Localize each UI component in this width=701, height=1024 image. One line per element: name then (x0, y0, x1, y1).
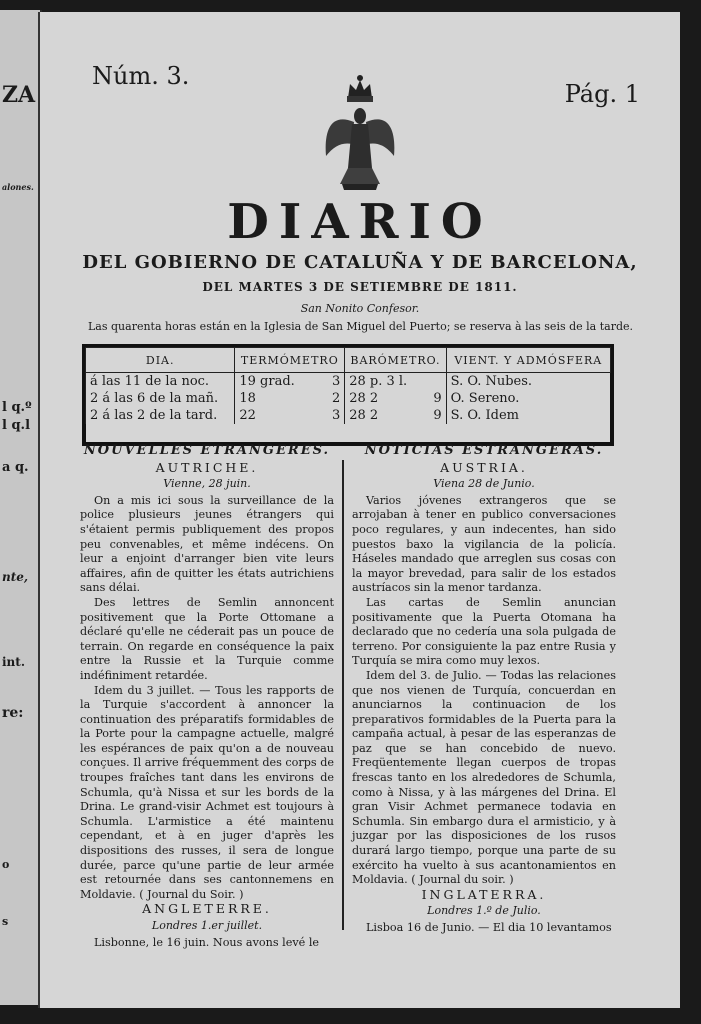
eagle-crest-icon (320, 72, 400, 196)
table-cell: á las 11 de la noc. (86, 373, 235, 391)
table-cell (426, 373, 446, 391)
issue-date: DEL MARTES 3 DE SETIEMBRE DE 1811. (202, 280, 518, 294)
article-paragraph: Idem du 3 juillet. — Tous les rapports de la Turquie s'accordent à annoncer la continuation des préparatifs formidables de la Porte pour la campagne actuelle, malgré les espérances de paix qu'on a de nouveau conçues. Il arrive fréquemment des corps de troupes fraîches tant dans les environs de Schumla, qu'à Nissa et sur les bords de la Drina. Le grand-visir Achmet est toujours à Schumla. L'armistice a été maintenu cependant, et à en juger d'après les dispositions des russes, il sera de longue durée, parce qu'une partie de leur armée est retournée dans ses cantonnemens en Moldavie. ( Journal du Soir. ) (80, 683, 335, 901)
column-header: DIA. (86, 348, 235, 373)
table-cell: O. Sereno. (446, 390, 610, 407)
spanish-news-column (352, 444, 616, 936)
table-cell: 18 (235, 390, 322, 407)
previous-page-strip (0, 10, 42, 1005)
table-cell: 9 (433, 408, 442, 423)
article-paragraph: Varios jóvenes extrangeros que se arrojaban à tener en publico conversaciones poco regulares, y aun indecentes, han sido puestos baxo la vigilancia de la policía. Háseles mandado que arreglen sus cosas con la mayor brevedad, para salir de los estados austríacos sin la menor tardanza. (352, 493, 616, 595)
table-cell: 19 grad. (235, 373, 322, 391)
table-cell: 28 p. 3 l. (345, 373, 426, 391)
table-cell: 2 á las 2 de la tard. (86, 407, 235, 424)
table-cell: 2 (331, 391, 341, 406)
weather-table (82, 344, 614, 446)
fragment-text: ZA (2, 82, 36, 108)
country-heading: AUTRICHE. (155, 459, 259, 475)
dateline-place: Londres 1.er juillet. (151, 919, 263, 932)
table-cell: 28 2 (345, 407, 426, 424)
table-cell: S. O. Nubes. (446, 373, 610, 391)
table-row (86, 390, 611, 407)
page-number: Pág. 1 (564, 80, 640, 108)
masthead-subtitle: DEL GOBIERNO DE CATALUÑA Y DE BARCELONA, (82, 252, 638, 273)
article-paragraph: Lisbonne, le 16 juin. Nous avons levé le (94, 935, 320, 949)
issue-number: Núm. 3. (92, 62, 190, 90)
table-cell: S. O. Idem (446, 407, 610, 424)
article-paragraph: Lisboa 16 de Junio. — El dia 10 levantamos (366, 921, 612, 934)
table-cell: 9 (433, 391, 442, 406)
fragment-text: s (2, 915, 9, 928)
fragment-text: int. (2, 655, 26, 669)
fragment-text: l q.º (2, 400, 32, 415)
country-heading: INGLATERRA. (421, 886, 547, 902)
country-heading: ANGLETERRE. (142, 901, 272, 917)
section-heading: NOUVELLES ETRANGERES. (83, 443, 331, 458)
fragment-text: o (2, 858, 10, 871)
table-row (86, 373, 611, 391)
dateline-place: Londres 1.º de Julio. (427, 904, 541, 918)
article-paragraph: On a mis ici sous la surveillance de la police plusieurs jeunes étrangers qui s'étaient permis publiquement des propos peu convenables, et même indécens. On leur a enjoint d'arranger bien vite leurs affaires, afin de quitter les états autrichiens sans délai. (80, 493, 334, 595)
table-cell: 28 2 (345, 390, 426, 407)
fragment-text: nte, (2, 570, 29, 584)
article-paragraph: Las cartas de Semlin anuncian positivamente que la Puerta Otomana ha declarado que no cedería una sola pulgada de terreno. Por consiguiente la paz entre Rusia y Turquía se mira como muy lexos. (352, 595, 616, 668)
article-paragraph: Idem del 3. de Julio. — Todas las relaciones que nos vienen de Turquía, concuerdan en anunciarnos la continuacion de los preparativos formidables de la Puerta para la campaña actual, à pesar de las esperanzas de paz que se han concebido de nuevo. Freqüentemente llegan cuerpos de tropas frescas tanto en los alrededores de Schumla, como à Nissa, y à las márgenes del Drina. El gran Visir Achmet permanece todavia en Schumla. Sin embargo dura el armisticio, y à juzgar por las disposiciones de los rusos durará largo tiempo, porque una parte de su exército ha vuelto à sus acantonamientos en Moldavia. ( Journal du soir. ) (352, 668, 616, 887)
dateline-place: Viena 28 de Junio. (433, 477, 535, 491)
section-heading: NOTICIAS ESTRANGERAS. (364, 443, 604, 458)
table-row (86, 407, 611, 424)
saint-of-day: San Nonito Confesor. (300, 302, 420, 315)
fragment-text: alones. (2, 182, 34, 192)
fragment-text: re: (2, 705, 24, 721)
table-cell: 2 á las 6 de la mañ. (86, 390, 235, 407)
dateline-place: Vienne, 28 juin. (163, 477, 251, 491)
table-cell: 22 (235, 407, 322, 424)
column-header: BARÓMETRO. (345, 348, 446, 373)
column-divider (342, 460, 344, 930)
fragment-text: l q.l (2, 418, 31, 433)
table-cell: 3 (331, 374, 341, 389)
column-header: TERMÓMETRO (235, 348, 345, 373)
country-heading: AUSTRIA. (440, 459, 528, 475)
church-notice: Las quarenta horas están en la Iglesia de San Miguel del Puerto; se reserva à las seis de la tarde. (88, 320, 634, 333)
newspaper-page (38, 12, 680, 1008)
table-cell: 3 (331, 408, 341, 423)
article-paragraph: Des lettres de Semlin annoncent positivement que la Porte Ottomane a déclaré qu'elle ne céderait pas un pouce de terrain. On regarde en conséquence la paix entre la Russie et la Turquie comme indéfiniment retardée. (80, 595, 334, 682)
fragment-text: a q. (2, 460, 29, 475)
french-news-column (80, 444, 334, 950)
masthead-title: DIARIO (227, 194, 493, 250)
column-header: VIENT. Y ADMÓSFERA (446, 348, 610, 373)
